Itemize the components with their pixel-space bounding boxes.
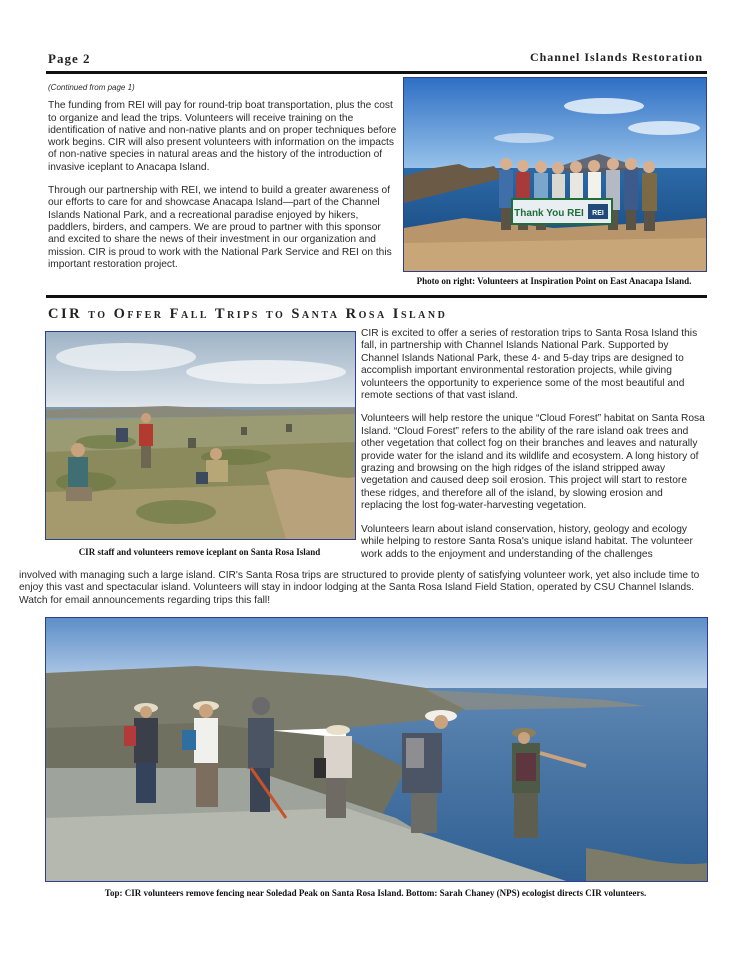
santa-rosa-paragraph-3-start: Volunteers learn about island conservation, history, geology and ecology while helping to restore Santa Rosa's unique island habitat. The volunteer work adds to the enjoyment and understanding of the challenges — [361, 523, 693, 560]
page-number: Page 2 — [48, 51, 91, 66]
santa-rosa-article-title: CIR to Offer Fall Trips to Santa Rosa Island — [48, 306, 448, 322]
rei-logo-text: REI — [592, 210, 604, 217]
continued-note: (Continued from page 1) — [48, 83, 135, 92]
coastal-hikers-photo — [45, 617, 708, 882]
top-paragraph-1: The funding from REI will pay for round-trip boat transportation, plus the cost to organize and lead the trips. Volunteers will receive training on the identification of native and non-native plants and on proper techniques before work begins. CIR will also present volunteers with information on the impacts of non-native species in natural areas and the history of the introduction of invasive iceplant to Anacapa Island. — [48, 100, 397, 173]
iceplant-removal-photo — [45, 331, 356, 540]
iceplant-photo-caption: CIR staff and volunteers remove iceplant on Santa Rosa Island — [78, 547, 321, 557]
section-rule — [46, 295, 707, 298]
santa-rosa-paragraph-2: Volunteers will help restore the unique “Cloud Forest” habitat on Santa Rosa Island. “Cloud Forest” refers to the ability of the rare island oak trees and other vegetation that collect fog on their branches and leaves and naturally provide water for the island and its wildlife and ecosystem. A long history of grazing and browsing on the high ridges of the island stripped away vegetation and caused deep soil erosion. This project will start to restore these ridges, and therefore all of the island, by slowing erosion and replacing the lost fog-water-harvesting vegetation. — [361, 413, 705, 512]
top-paragraph-2: Through our partnership with REI, we intend to build a greater awareness of our efforts to care for and showcase Anacapa Island—part of the Channel Islands National Park, and a recreational paradise enjoyed by hikers, paddlers, birders, and campers. We are proud to partner with this sponsor and excited to share the news of their investment in our organization and mission. CIR is proud to work with the National Park Service and REI on this important restoration project. — [48, 185, 392, 270]
santa-rosa-paragraph-1: CIR is excited to offer a series of restoration trips to Santa Rosa Island this fall, in partnership with Channel Islands National Park. Supported by Channel Islands National Park, these 4- and 5-day trips are designed to accomplish important environmental restoration projects, while giving volunteers the opportunity to experience some of the most beautiful and remote sections of that vast island. — [361, 328, 698, 402]
banner-text: Thank You REI — [514, 208, 584, 219]
santa-rosa-paragraph-3-end: involved with managing such a large island. CIR's Santa Rosa trips are structured to provide plenty of satisfying volunteer work, yet also include time to enjoy this vast and spectacular island. Volunteers will stay in indoor lodging at the Santa Rosa Island Field Station, operated by CSU Channel Islands. Watch for email announcements regarding trips this fall! — [19, 570, 700, 606]
anacapa-photo-caption: Photo on right: Volunteers at Inspiration Point on East Anacapa Island. — [416, 276, 692, 286]
anacapa-volunteers-photo — [403, 77, 707, 272]
top-article-text — [48, 82, 398, 282]
header-rule — [46, 71, 707, 74]
publication-name: Channel Islands Restoration — [529, 50, 703, 64]
bottom-photo-caption: Top: CIR volunteers remove fencing near Soledad Peak on Santa Rosa Island. Bottom: Sarah Chaney (NPS) ecologist directs CIR volunteers. — [104, 888, 647, 898]
santa-rosa-article-text — [361, 328, 706, 561]
